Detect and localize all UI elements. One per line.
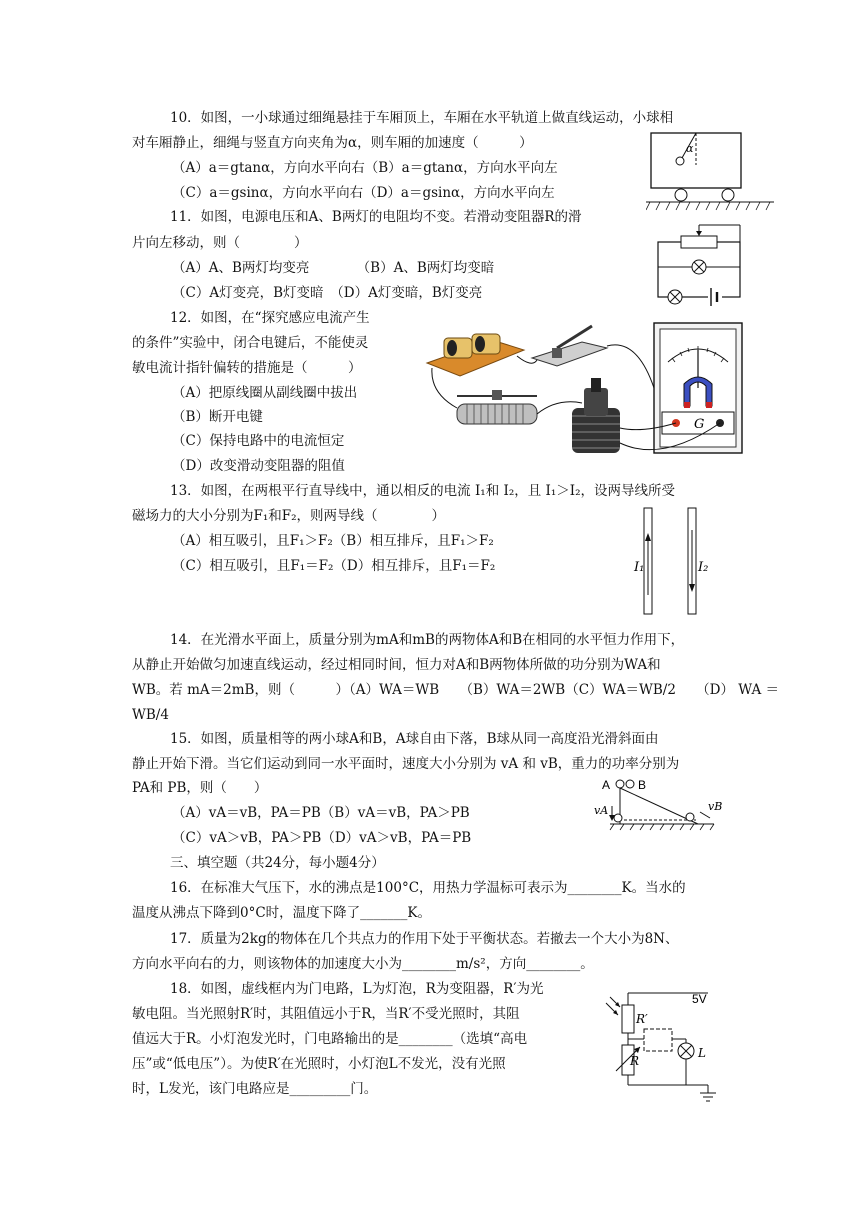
q13-wires-figure — [628, 505, 718, 617]
q14-line3: WB。若 mA＝2mB，则（ ）（A）WA＝WB （B）WA＝2WB（C）WA＝WB/2 （D） WA ＝ — [132, 682, 780, 698]
label-l: L — [698, 1046, 706, 1060]
label-va: vA — [594, 804, 609, 817]
q12-line3: 敏电流计指针偏转的措施是（ ） — [132, 360, 362, 376]
label-i1: I₁ — [634, 560, 645, 575]
q14-line1: 14．在光滑水平面上，质量分别为mA和mB的两物体A和B在相同的水平恒力作用下， — [170, 632, 685, 648]
q12-apparatus-figure — [422, 318, 747, 464]
q17-line2: 方向水平向右的力，则该物体的加速度大小为________m/s²，方向________。 — [132, 956, 594, 972]
q15-incline-figure — [592, 776, 732, 836]
q15-line2: 静止开始下滑。当它们运动到同一水平面时，速度大小分别为 vA 和 vB，重力的功率分别为 — [132, 756, 680, 772]
label-b: B — [638, 778, 647, 792]
q18-gate-circuit-figure — [600, 983, 720, 1108]
q10-cart-figure — [646, 130, 776, 215]
q15-line1: 15．如图，质量相等的两小球A和B，A球自由下落，B球从同一高度沿光滑斜面由 — [170, 731, 659, 747]
q12-option-b: （B）断开电键 — [172, 409, 263, 425]
q13-options-cd: （C）相互吸引，且F₁＝F₂（D）相互排斥，且F₁＝F₂ — [172, 558, 496, 574]
label-5v: 5V — [692, 992, 707, 1006]
q11-options-ab: （A）A、B两灯均变亮 （B）A、B两灯均变暗 — [172, 260, 495, 276]
q10-line2: 对车厢静止，细绳与竖直方向夹角为α，则车厢的加速度（ ） — [132, 135, 533, 151]
q12-option-c: （C）保持电路中的电流恒定 — [172, 433, 345, 449]
q12-option-a: （A）把原线圈从副线圈中拔出 — [172, 385, 358, 401]
q10-options-cd: （C）a＝gsinα，方向水平向右（D）a＝gsinα，方向水平向左 — [172, 185, 555, 201]
q13-line1: 13．如图，在两根平行直导线中，通以相反的电流 I₁和 I₂，且 I₁＞I₂，设两导线所受 — [170, 483, 676, 499]
q10-line1: 10．如图，一小球通过细绳悬挂于车厢顶上，车厢在水平轨道上做直线运动，小球相 — [170, 110, 674, 126]
label-i2: I₂ — [698, 560, 709, 575]
label-r-prime: R′ — [636, 1012, 648, 1026]
q11-line1: 11．如图，电源电压和A、B两灯的电阻均不变。若滑动变阻器R的滑 — [170, 209, 582, 225]
q10-options-ab: （A）a＝gtanα，方向水平向右（B）a＝gtanα，方向水平向左 — [172, 160, 558, 176]
q11-options-cd: （C）A灯变亮，B灯变暗 （D）A灯变暗，B灯变亮 — [172, 285, 483, 301]
galvanometer-label: G — [694, 417, 705, 432]
q11-circuit-figure — [653, 222, 748, 307]
q17-line1: 17．质量为2kg的物体在几个共点力的作用下处于平衡状态。若撤去一个大小为8N、 — [170, 931, 679, 947]
q18-line1: 18．如图，虚线框内为门电路，L为灯泡，R为变阻器，R′为光 — [170, 981, 544, 997]
label-a: A — [602, 778, 611, 792]
q15-options-ab: （A）vA＝vB，PA＝PB（B）vA＝vB，PA＞PB — [172, 805, 470, 821]
q12-line1: 12．如图，在“探究感应电流产生 — [170, 310, 370, 326]
q18-line4: 压”或“低电压”）。为使R′在光照时，小灯泡L不发光，没有光照 — [132, 1056, 506, 1072]
q14-line2: 从静止开始做匀加速直线运动，经过相同时间，恒力对A和B两物体所做的功分别为WA和 — [132, 657, 661, 673]
q14-line4: WB/4 — [132, 707, 169, 723]
q18-line3: 值远大于R。小灯泡发光时，门电路输出的是________（选填“高电 — [132, 1031, 528, 1047]
q12-option-d: （D）改变滑动变阻器的阻值 — [172, 458, 345, 474]
q15-line3: PA和 PB，则（ ） — [132, 780, 268, 796]
label-r: R — [630, 1054, 640, 1068]
section-3-heading: 三、填空题（共24分，每小题4分） — [170, 855, 385, 871]
q12-line2: 的条件”实验中，闭合电键后，不能使灵 — [132, 335, 369, 351]
q13-options-ab: （A）相互吸引，且F₁＞F₂（B）相互排斥，且F₁＞F₂ — [172, 533, 494, 549]
q13-line2: 磁场力的大小分别为F₁和F₂，则两导线（ ） — [132, 508, 446, 524]
q16-line2: 温度从沸点下降到0°C时，温度下降了_______K。 — [132, 905, 432, 921]
label-vb: vB — [708, 800, 723, 813]
q11-line2: 片向左移动，则（ ） — [132, 235, 308, 251]
q15-options-cd: （C）vA＞vB，PA＞PB（D）vA＞vB，PA＝PB — [172, 830, 472, 846]
q18-line5: 时，L发光，该门电路应是_________门。 — [132, 1081, 378, 1097]
q18-line2: 敏电阻。当光照射R′时，其阻值远小于R，当R′不受光照时，其阻 — [132, 1006, 520, 1022]
q10-alpha-label: α — [686, 142, 694, 155]
q16-line1: 16．在标准大气压下，水的沸点是100°C，用热力学温标可表示为________K。当水的 — [170, 880, 686, 896]
